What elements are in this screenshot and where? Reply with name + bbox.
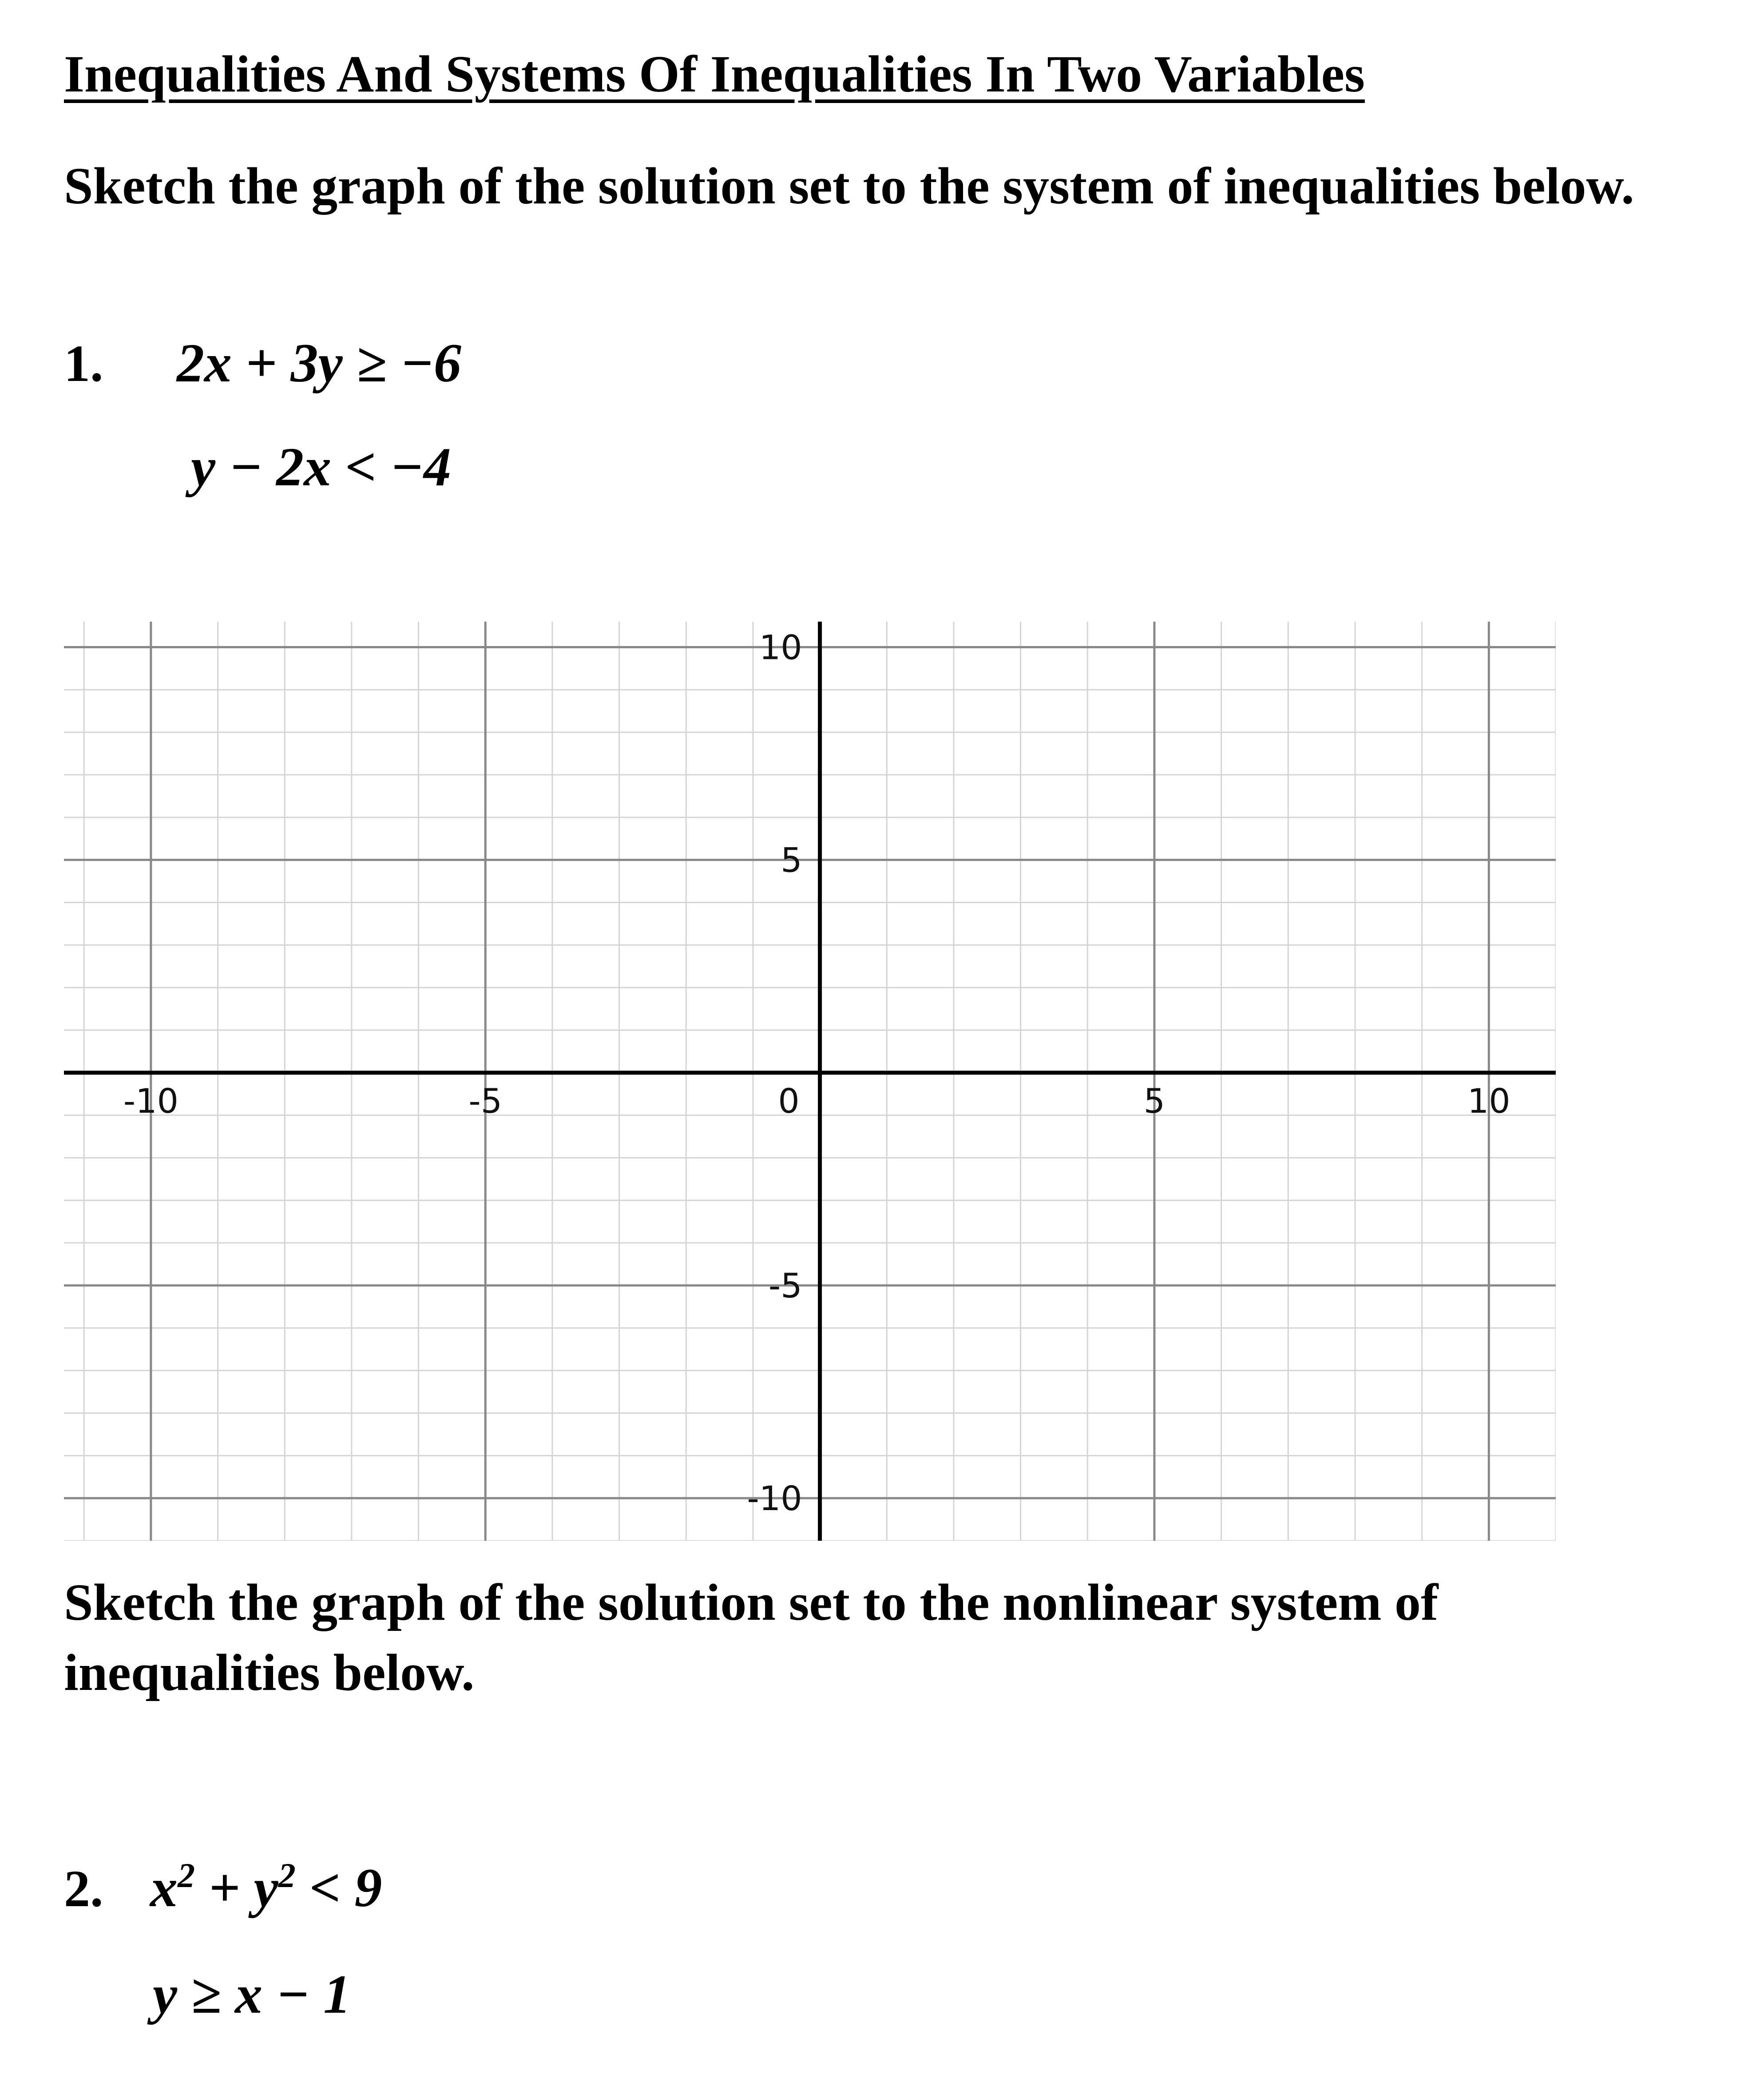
problem-1-inequality-b: y − 2x < −4 <box>191 436 451 497</box>
major-grid-lines <box>64 622 1556 1541</box>
coordinate-grid[interactable] <box>64 622 1556 1541</box>
x-tick-label: -10 <box>123 1081 178 1121</box>
problem-2-inequality-b: y ≥ x − 1 <box>153 1964 351 2025</box>
instruction-1: Sketch the graph of the solution set to the system of inequalities below. <box>64 157 1634 215</box>
x-tick-label: 10 <box>1467 1081 1510 1121</box>
x-tick-label: 5 <box>1143 1081 1165 1121</box>
y-variable: y <box>254 1857 278 1918</box>
instruction-2: Sketch the graph of the solution set to the nonlinear system of inequalities below. <box>64 1573 1439 1701</box>
y-tick-label: 5 <box>781 840 802 880</box>
problem-1-inequality-a: 2x + 3y ≥ −6 <box>177 333 461 393</box>
minor-grid-lines <box>64 622 1556 1541</box>
plus-sign: + <box>195 1857 254 1918</box>
problem-1-number: 1. <box>64 334 103 393</box>
x-exponent: 2 <box>178 1856 195 1895</box>
problem-2-inequality-a <box>150 1856 382 1918</box>
y-tick-label: -5 <box>768 1266 802 1305</box>
x-tick-label: -5 <box>468 1081 503 1121</box>
y-exponent: 2 <box>278 1856 296 1895</box>
y-tick-label: -10 <box>747 1479 802 1519</box>
problem-2-number: 2. <box>64 1860 103 1918</box>
y-tick-label: 10 <box>759 627 802 667</box>
x-tick-label: 0 <box>778 1081 800 1121</box>
worksheet-title: Inequalities And Systems Of Inequalities In Two Variables <box>64 45 1365 103</box>
x-variable: x <box>150 1857 178 1918</box>
less-than-nine: < 9 <box>295 1857 382 1918</box>
